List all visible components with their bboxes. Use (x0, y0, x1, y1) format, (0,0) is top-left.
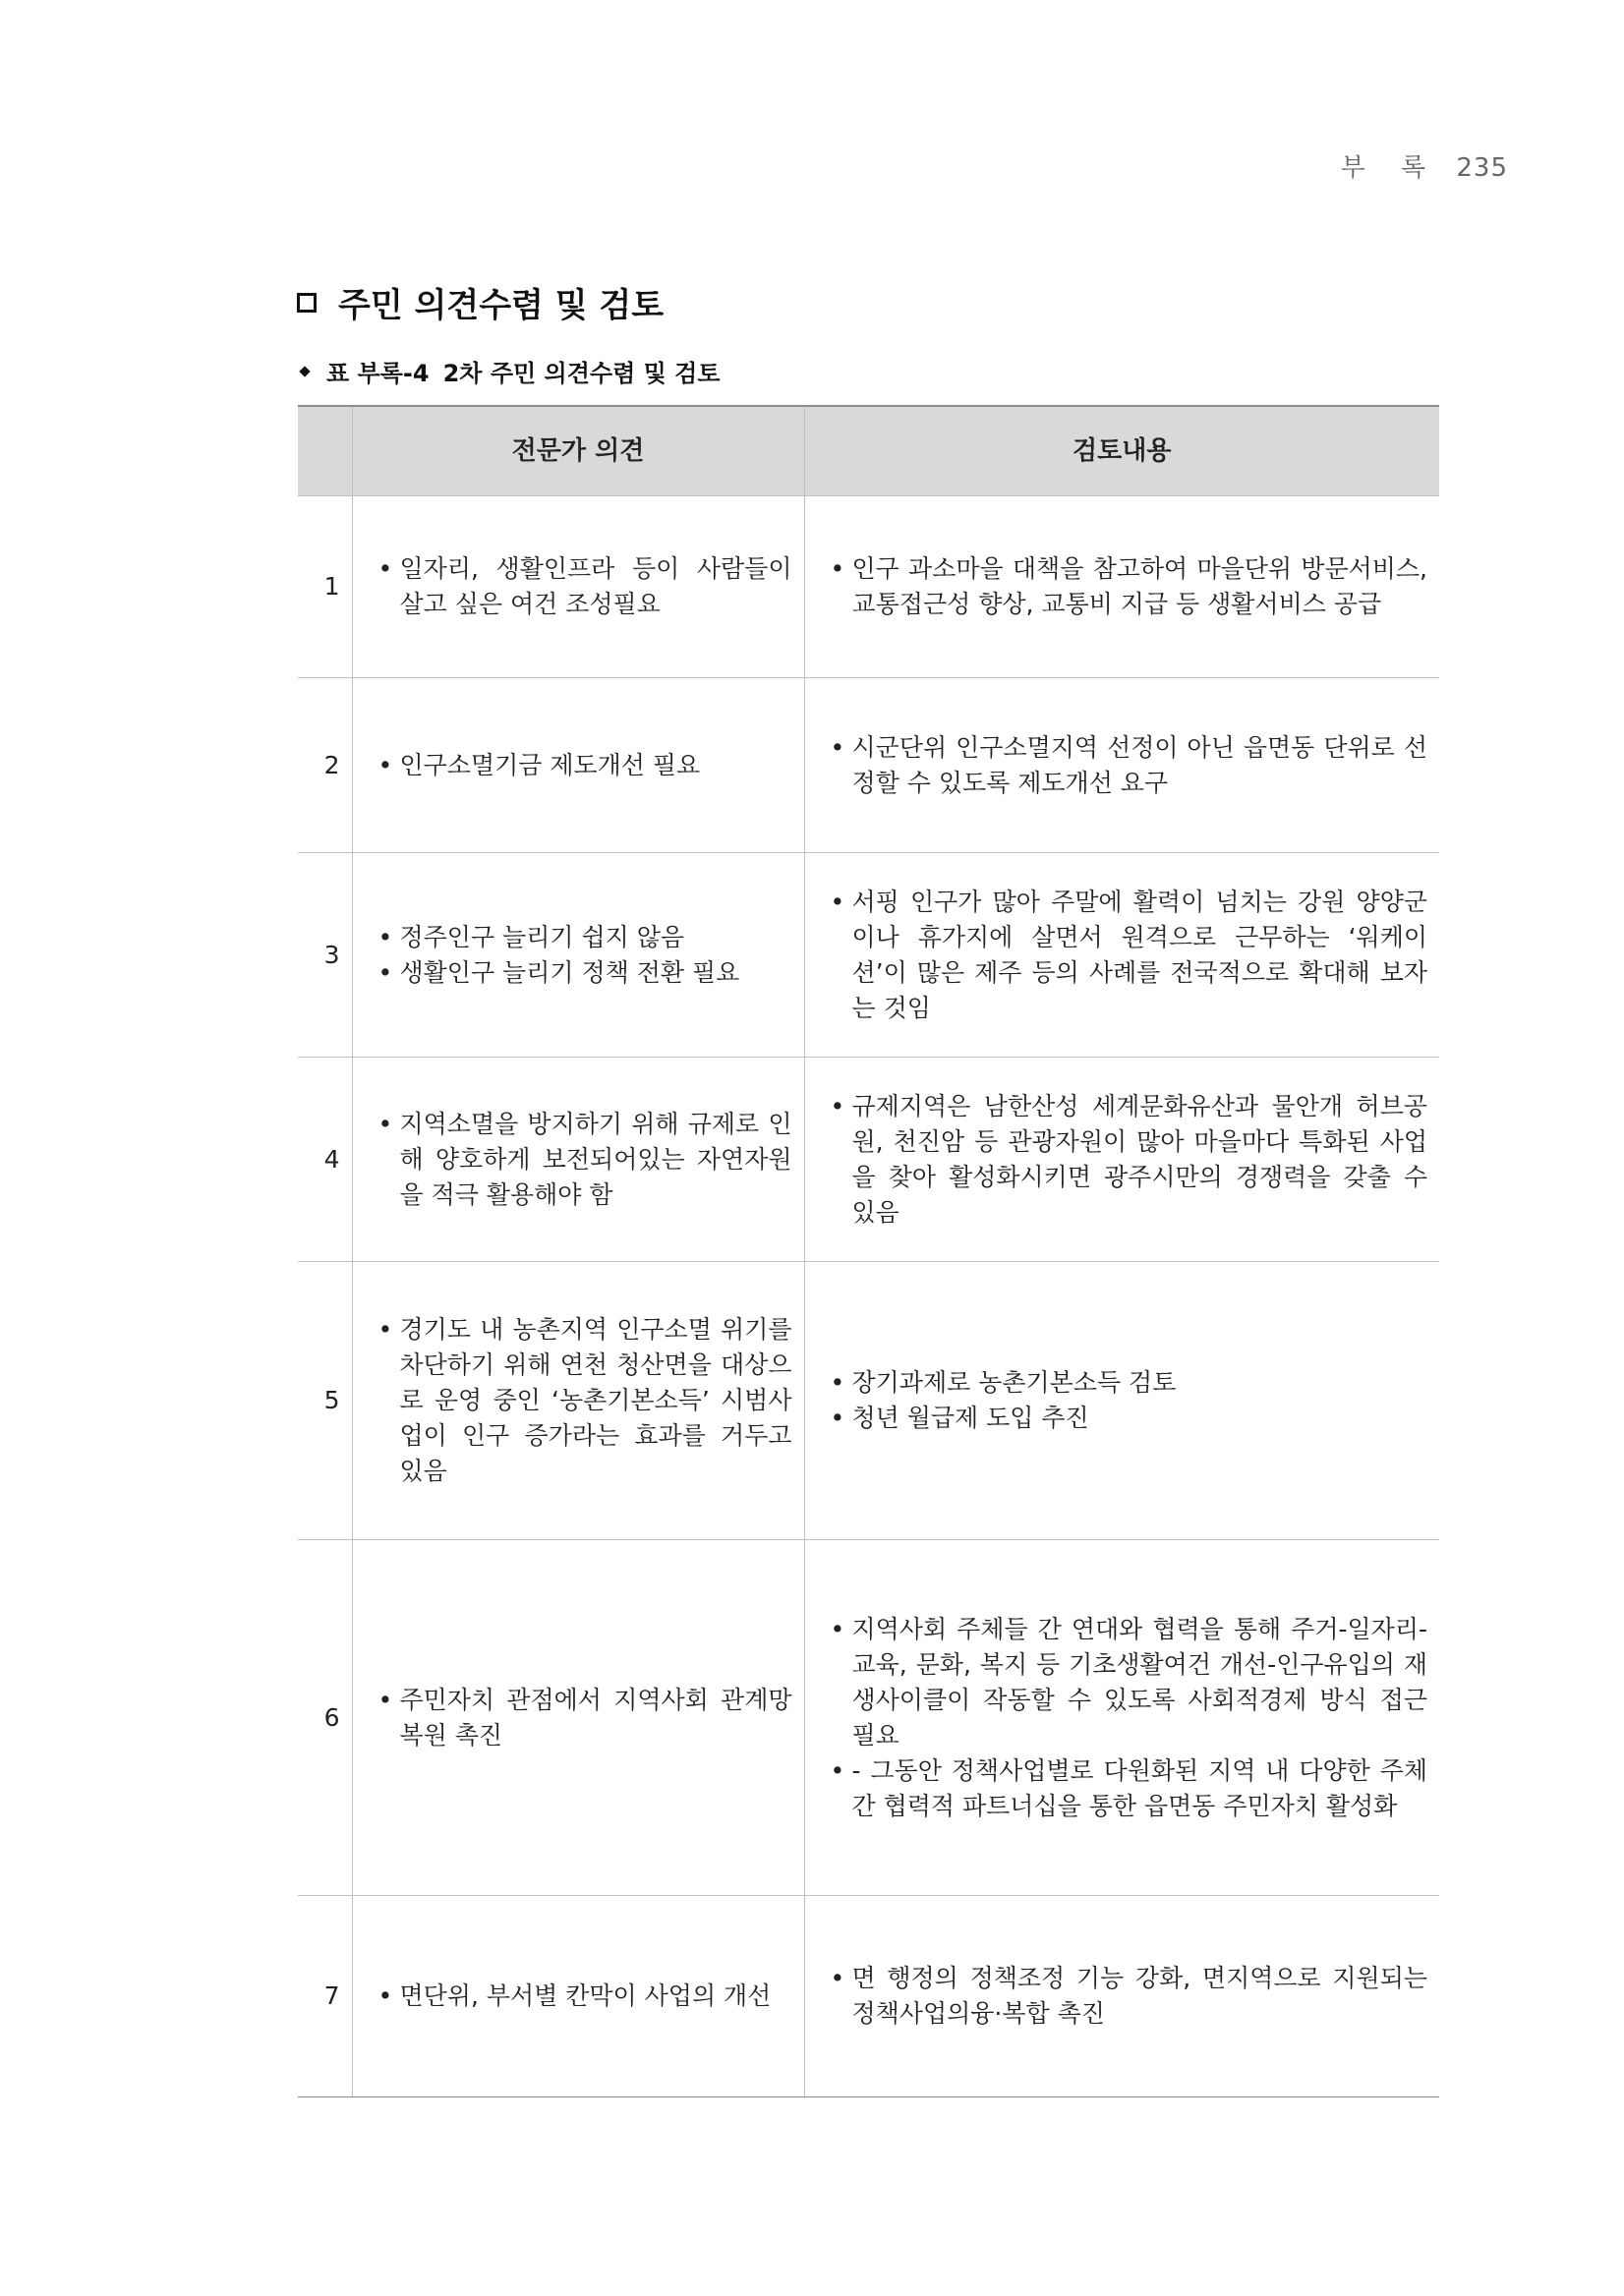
table-header-row (298, 406, 1439, 496)
table-caption-title: 2차 주민 의견수렴 및 검토 (442, 360, 721, 387)
opinion-item: • 주민자치 관점에서 지역사회 관계망 복원 촉진 (377, 1683, 792, 1753)
opinion-item: • 일자리, 생활인프라 등이 사람들이 살고 싶은 여건 조성필요 (377, 551, 792, 622)
header-expert-opinion: 전문가 의견 (352, 406, 804, 496)
opinion-cell (352, 1058, 804, 1262)
square-bullet-icon (297, 293, 317, 313)
opinion-cell (352, 853, 804, 1058)
table-row (298, 853, 1439, 1058)
page-header (1341, 147, 1508, 184)
row-number: 5 (298, 1262, 352, 1540)
opinion-cell (352, 1262, 804, 1540)
review-item: • 청년 월급제 도입 추진 (829, 1401, 1428, 1436)
opinion-item: • 인구소멸기금 제도개선 필요 (377, 748, 792, 783)
review-item: • 시군단위 인구소멸지역 선정이 아닌 읍면동 단위로 선정할 수 있도록 제도개선 요구 (829, 730, 1428, 801)
review-cell (804, 678, 1439, 853)
table-caption-label: 표 부록-4 (326, 360, 430, 387)
running-section-label: 부 록 (1340, 153, 1440, 183)
table-caption (297, 354, 721, 388)
opinion-item: • 정주인구 늘리기 쉽지 않음 (377, 920, 792, 955)
section-title: 주민 의견수렴 및 검토 (338, 286, 665, 325)
row-number: 6 (298, 1540, 352, 1896)
review-item: • 서핑 인구가 많아 주말에 활력이 넘치는 강원 양양군이나 휴가지에 살면서 원격으로 근무하는 ‘워케이션’이 많은 제주 등의 사례를 전국적으로 확대해 보자는 것임 (829, 885, 1428, 1026)
review-cell (804, 1540, 1439, 1896)
opinion-item: • 지역소멸을 방지하기 위해 규제로 인해 양호하게 보전되어있는 자연자원을 적극 활용해야 함 (377, 1107, 792, 1213)
review-item: • 규제지역은 남한산성 세계문화유산과 물안개 허브공원, 천진암 등 관광자원이 많아 마을마다 특화된 사업을 찾아 활성화시키면 광주시만의 경쟁력을 갖출 수 있음 (829, 1089, 1428, 1231)
table-row (298, 1262, 1439, 1540)
row-number: 1 (298, 496, 352, 678)
opinion-cell (352, 496, 804, 678)
review-item: • - 그동안 정책사업별로 다원화된 지역 내 다양한 주체 간 협력적 파트너십을 통한 읍면동 주민자치 활성화 (829, 1753, 1428, 1824)
opinion-cell (352, 678, 804, 853)
table-row (298, 1896, 1439, 2097)
header-number (298, 406, 352, 496)
review-item: • 면 행정의 정책조정 기능 강화, 면지역으로 지원되는 정책사업의융·복합 촉진 (829, 1961, 1428, 2032)
row-number: 2 (298, 678, 352, 853)
review-cell (804, 1262, 1439, 1540)
review-cell (804, 496, 1439, 678)
table-row (298, 678, 1439, 853)
table-row (298, 1058, 1439, 1262)
page-number: 235 (1456, 153, 1508, 183)
table-row (298, 1540, 1439, 1896)
row-number: 7 (298, 1896, 352, 2097)
review-item: • 지역사회 주체들 간 연대와 협력을 통해 주거-일자리-교육, 문화, 복지 등 기초생활여건 개선-인구유입의 재생사이클이 작동할 수 있도록 사회적경제 방식 접근 필요 (829, 1612, 1428, 1753)
review-cell (804, 853, 1439, 1058)
review-table (298, 405, 1439, 2097)
row-number: 4 (298, 1058, 352, 1262)
section-heading (297, 278, 664, 326)
opinion-item: • 면단위, 부서별 칸막이 사업의 개선 (377, 1979, 792, 2014)
row-number: 3 (298, 853, 352, 1058)
table-row (298, 496, 1439, 678)
opinion-cell (352, 1896, 804, 2097)
diamond-bullet-icon (299, 366, 310, 376)
review-cell (804, 1896, 1439, 2097)
review-item: • 인구 과소마을 대책을 참고하여 마을단위 방문서비스, 교통접근성 향상, 교통비 지급 등 생활서비스 공급 (829, 551, 1428, 622)
opinion-item: • 경기도 내 농촌지역 인구소멸 위기를 차단하기 위해 연천 청산면을 대상으로 운영 중인 ‘농촌기본소득’ 시범사업이 인구 증가라는 효과를 거두고 있음 (377, 1312, 792, 1489)
opinion-item: • 생활인구 늘리기 정책 전환 필요 (377, 955, 792, 991)
header-review: 검토내용 (804, 406, 1439, 496)
review-cell (804, 1058, 1439, 1262)
review-item: • 장기과제로 농촌기본소득 검토 (829, 1365, 1428, 1401)
opinion-cell (352, 1540, 804, 1896)
